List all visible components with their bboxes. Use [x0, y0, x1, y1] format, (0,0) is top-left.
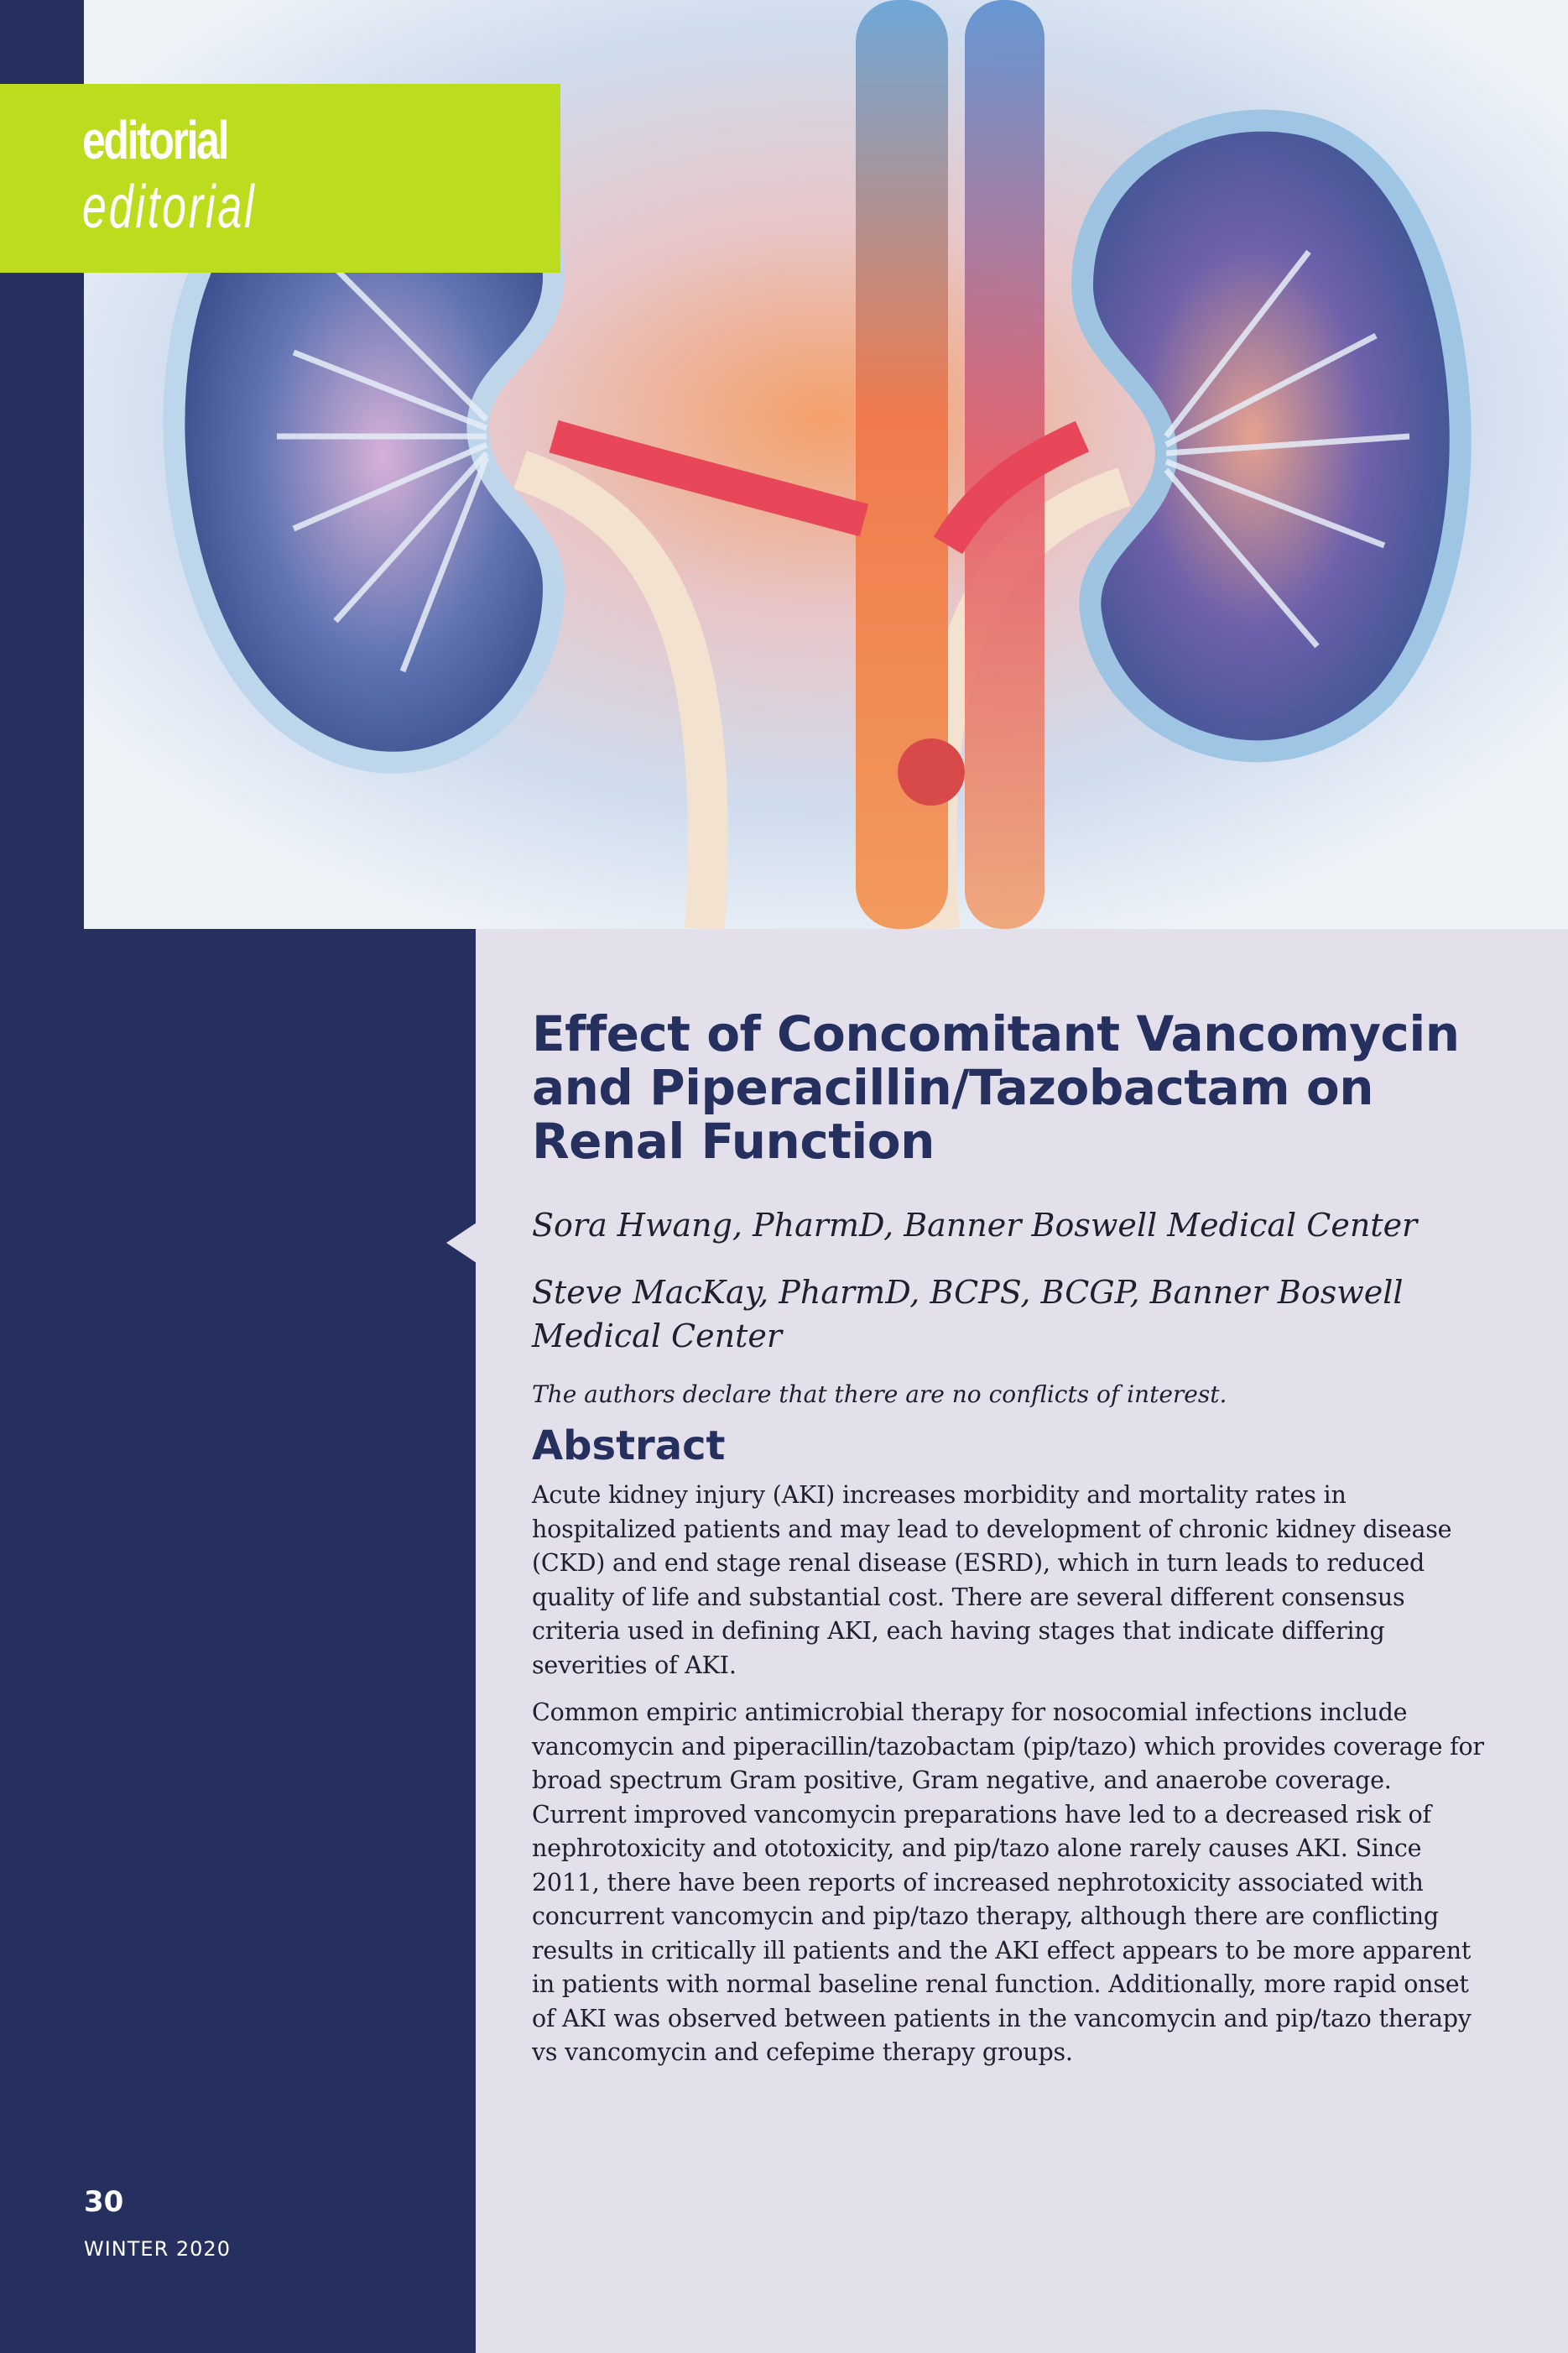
abstract-paragraph-2: Common empiric antimicrobial therapy for nosocomial infections include vancomycin and piperacillin/tazobactam (pip/tazo) which provides coverage for broad spectrum Gram positive, Gram negative, and anaerobe coverage. Current improved vancomycin preparations have led to a decreased risk of nephrotoxicity and ototoxicity, and pip/tazo alone rarely causes AKI. Since 2011, there have been reports of increased nephrotoxicity associated with concurrent vancomycin and pip/tazo therapy, although there are conflicting results in critically ill patients and the AKI effect appears to be more apparent in patients with normal baseline renal function. Additionally, more rapid onset of AKI was observed between patients in the vancomycin and pip/tazo therapy vs vancomycin and cefepime therapy groups.: [532, 1698, 1484, 2066]
section-label: editorial: [82, 110, 228, 170]
article-content: [532, 1007, 1488, 2084]
author-line-2: Steve MacKay, PharmD, BCPS, BCGP, Banner Boswell Medical Center: [532, 1274, 1404, 1354]
panel-pointer-notch: [446, 1223, 477, 1263]
section-label-italic: editorial: [82, 174, 257, 241]
author-line-1: Sora Hwang, PharmD, Banner Boswell Medical Center: [532, 1207, 1418, 1244]
page-number: 30: [84, 2185, 124, 2219]
conflict-disclosure: The authors declare that there are no conflicts of interest.: [532, 1380, 1227, 1408]
article-title: Effect of Concomitant Vancomycin and Piperacillin/Tazobactam on Renal Function: [532, 1005, 1460, 1170]
abstract-heading: Abstract: [532, 1422, 726, 1469]
abstract-paragraph-1: Acute kidney injury (AKI) increases morbidity and mortality rates in hospitalized patients and may lead to development of chronic kidney disease (CKD) and end stage renal disease (ESRD), which in turn leads to reduced quality of life and substantial cost. There are several different consensus criteria used in defining AKI, each having stages that indicate differing severities of AKI.: [532, 1481, 1452, 1679]
editorial-section-tag: [0, 84, 560, 273]
issue-label: WINTER 2020: [84, 2237, 231, 2261]
